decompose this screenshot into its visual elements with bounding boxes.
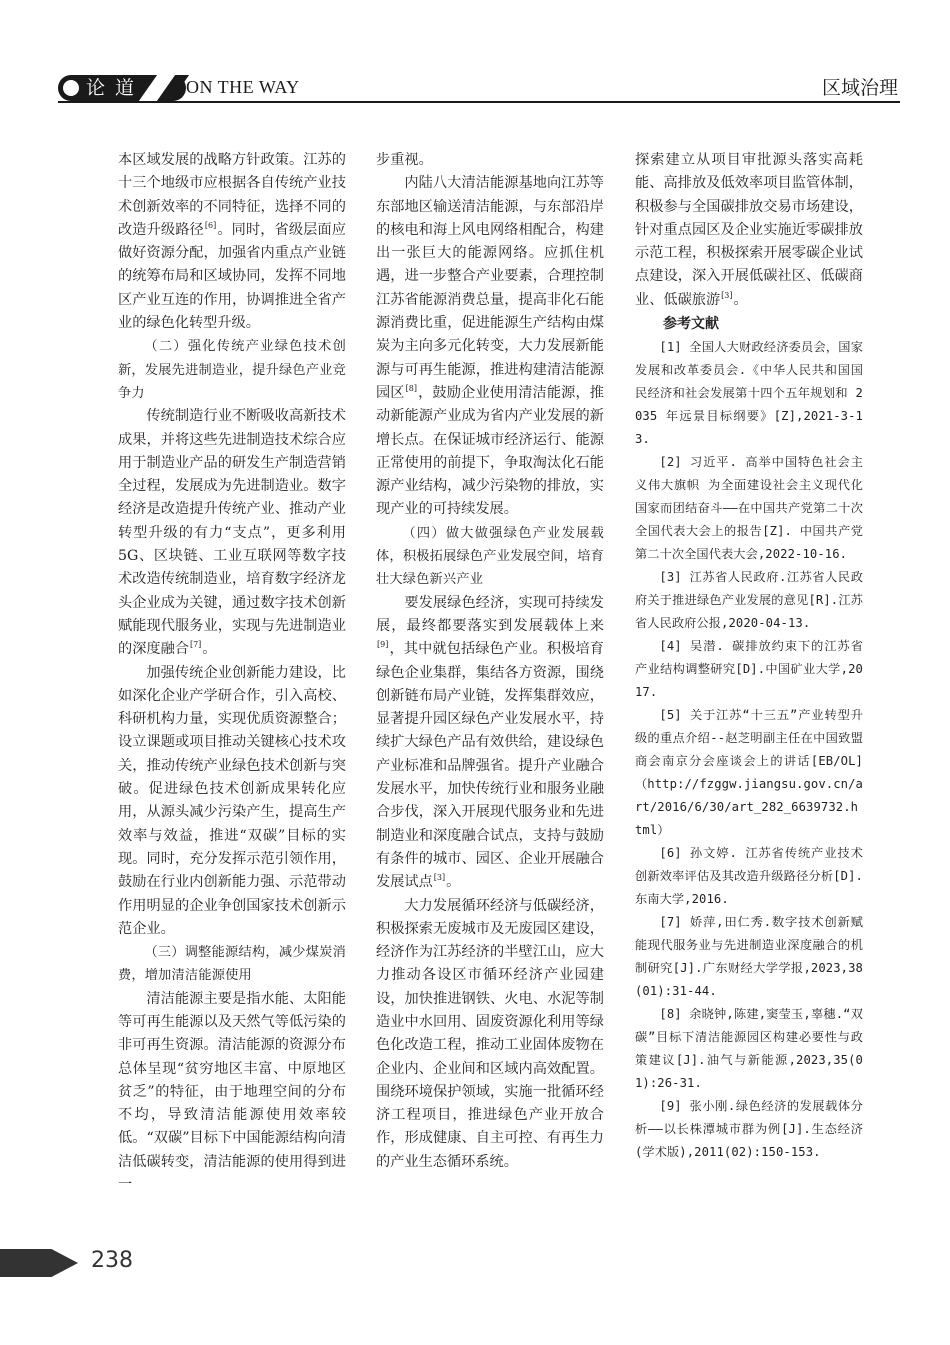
text-column-1 [118, 149, 346, 1197]
references-title: 参考文献 [663, 316, 719, 333]
reference-item: [5] 关于江苏“十三五”产业转型升级的重点介绍--赵芝明副主任在中国致盟商会南京分会座谈会上的讲话[EB/OL]（http://fzggw.jiangsu.gov.cn/art/2016/6/30/art_282_6639732.html） [635, 708, 863, 838]
page-arrow-icon [0, 1249, 78, 1277]
text-column-3 [635, 149, 863, 1164]
section-title: 区域治理 [821, 77, 898, 99]
citation: [3] [433, 873, 446, 883]
section-heading-4: （四）做大做强绿色产业发展载体，积极拓展绿色产业发展空间，培育壮大绿色新兴产业 [376, 525, 604, 588]
citation: [9] [377, 640, 389, 650]
reference-item: [3] 江苏省人民政府.江苏省人民政府关于推进绿色产业发展的意见[R].江苏省人民政府公报,2020-04-13. [635, 570, 863, 631]
paragraph: 传统制造行业不断吸收高新技术成果，并将这些先进制造技术综合应用于制造业产品的研发生产制造营销全过程，发展成为先进制造业。数字经济是改造提升传统产业、推动产业转型升级的有力“支点”，更多利用 5G、区块链、工业互联网等数字技术改造传统制造业，培育数字经济龙头企业成为关键，通过数字技术创新赋能现代服务业，实现与先进制造业的深度融合[7]。 [118, 408, 346, 658]
circle-icon [63, 80, 79, 96]
reference-item: [2] 习近平. 高举中国特色社会主义伟大旗帜 为全面建设社会主义现代化国家而团结奋斗——在中国共产党第二十次全国代表大会上的报告[Z]. 中国共产党第二十次全国代表大会,2022-10-16. [635, 455, 863, 562]
paragraph: 本区域发展的战略方针政策。江苏的十三个地级市应根据各自传统产业技术创新效率的不同特征，选择不同的改造升级路径[6]。同时，省级层面应做好资源分配，加强省内重点产业链的统筹布局和区域协同，发挥不同地区产业互连的作用，协调推进全省产业的绿色化转型升级。 [118, 152, 346, 332]
reference-item: [7] 娇萍,田仁秀.数字技术创新赋能现代服务业与先进制造业深度融合的机制研究[J].广东财经大学学报,2023,38(01):31-44. [635, 915, 863, 999]
citation: [6] [204, 220, 217, 230]
citation: [8] [405, 383, 417, 393]
reference-item: [6] 孙文婷. 江苏省传统产业技术创新效率评估及其改造升级路径分析[D].东南大学,2016. [635, 846, 863, 907]
header-rule [58, 101, 900, 103]
paragraph: 探索建立从项目审批源头落实高耗能、高排放及低效率项目监管体制，积极参与全国碳排放交易市场建设，针对重点园区及企业实施近零碳排放示范工程，积极探索开展零碳企业试点建设，深入开展低碳社区、低碳商业、低碳旅游[3]。 [635, 152, 863, 308]
text-column-2 [376, 149, 604, 1174]
column-name: 论 道 [86, 77, 137, 99]
paragraph: 加强传统企业创新能力建设，比如深化企业产学研合作，引入高校、科研机构力量，实现优质资源整合；设立课题或项目推动关键核心技术攻关，推动传统产业绿色技术创新与突破。促进绿色技术创新成果转化应用，从源头减少污染产生，提高生产效率与效益，推进“双碳”目标的实现。同时，充分发挥示范引领作用，鼓励在行业内创新能力强、示范带动作用明显的企业争创国家技术创新示范企业。 [118, 664, 346, 937]
section-heading-2: （二）强化传统产业绿色技术创新，发展先进制造业，提升绿色产业竞争力 [118, 339, 346, 401]
reference-item: [4] 吴潜. 碳排放约束下的江苏省产业结构调整研究[D].中国矿业大学,2017. [635, 639, 863, 700]
paragraph: 清洁能源主要是指水能、太阳能等可再生能源以及天然气等低污染的非可再生资源。清洁能源的资源分布总体呈现“贫穷地区丰富、中原地区贫乏”的特征，由于地理空间的分布不均，导致清洁能源使用效率较低。“双碳”目标下中国能源结构向清洁低碳转变，清洁能源的使用得到进一 [118, 990, 346, 1194]
reference-item: [8] 余晓钟,陈建,窦莹玉,辜穗.“双碳”目标下清洁能源园区构建必要性与政策建议[J].油气与新能源,2023,35(01):26-31. [635, 1007, 863, 1091]
column-name-en: ON THE WAY [186, 77, 300, 97]
reference-item: [9] 张小刚.绿色经济的发展载体分析——以长株潭城市群为例[J].生态经济(学术版),2011(02):150-153. [635, 1099, 863, 1160]
section-heading-3: （三）调整能源结构，减少煤炭消费，增加清洁能源使用 [118, 945, 346, 984]
citation: [3] [721, 290, 733, 300]
reference-item: [1] 全国人大财政经济委员会，国家发展和改革委员会.《中华人民共和国国民经济和社会发展第十四个五年规划和 2035 年远景目标纲要》[Z],2021-3-13. [635, 340, 863, 447]
citation: [7] [189, 640, 202, 650]
paragraph: 要发展绿色经济，实现可持续发展，最终都要落实到发展载体上来[9]，其中就包括绿色产业。积极培育绿色企业集群，集结各方资源，围绕创新链布局产业链，发挥集群效应，显著提升园区绿色产业发展水平，持续扩大绿色产品有效供给，建设绿色产业标准和品牌强省。提升产业融合发展水平，加快传统行业和服务业融合步伐，深入开展现代服务业和先进制造业和深度融合试点，支持与鼓励有条件的城市、园区、企业开展融合发展试点[3]。 [376, 594, 604, 891]
paragraph: 步重视。 [376, 152, 433, 168]
page-number: 238 [91, 1248, 133, 1273]
paragraph: 内陆八大清洁能源基地向江苏等东部地区输送清洁能源，与东部沿岸的核电和海上风电网络相配合，构建出一张巨大的能源网络。应抓住机遇，进一步整合产业要素，合理控制江苏省能源消费总量，提高非化石能源消费比重，促进能源生产结构由煤炭为主向多元化转变，大力发展新能源与可再生能源，推进构建清洁能源园区[8]，鼓励企业使用清洁能源，推动新能源产业成为省内产业发展的新增长点。在保证城市经济运行、能源正常使用的前提下，争取淘汰化石能源产业结构，减少污染物的排放，实现产业的可持续发展。 [376, 175, 604, 518]
page-header [0, 0, 950, 110]
paragraph: 大力发展循环经济与低碳经济，积极探索无废城市及无废园区建设，经济作为江苏经济的半壁江山，应大力推动各设区市循环经济产业园建设，加快推进钢铁、火电、水泥等制造业中水回用、固废资源化利用等绿色化改造工程，推动工业固体废物在企业内、企业间和区域内高效配置。围绕环境保护领域，实施一批循环经济工程项目，推进绿色产业开放合作，形成健康、自主可控、有再生力的产业生态循环系统。 [376, 897, 604, 1170]
